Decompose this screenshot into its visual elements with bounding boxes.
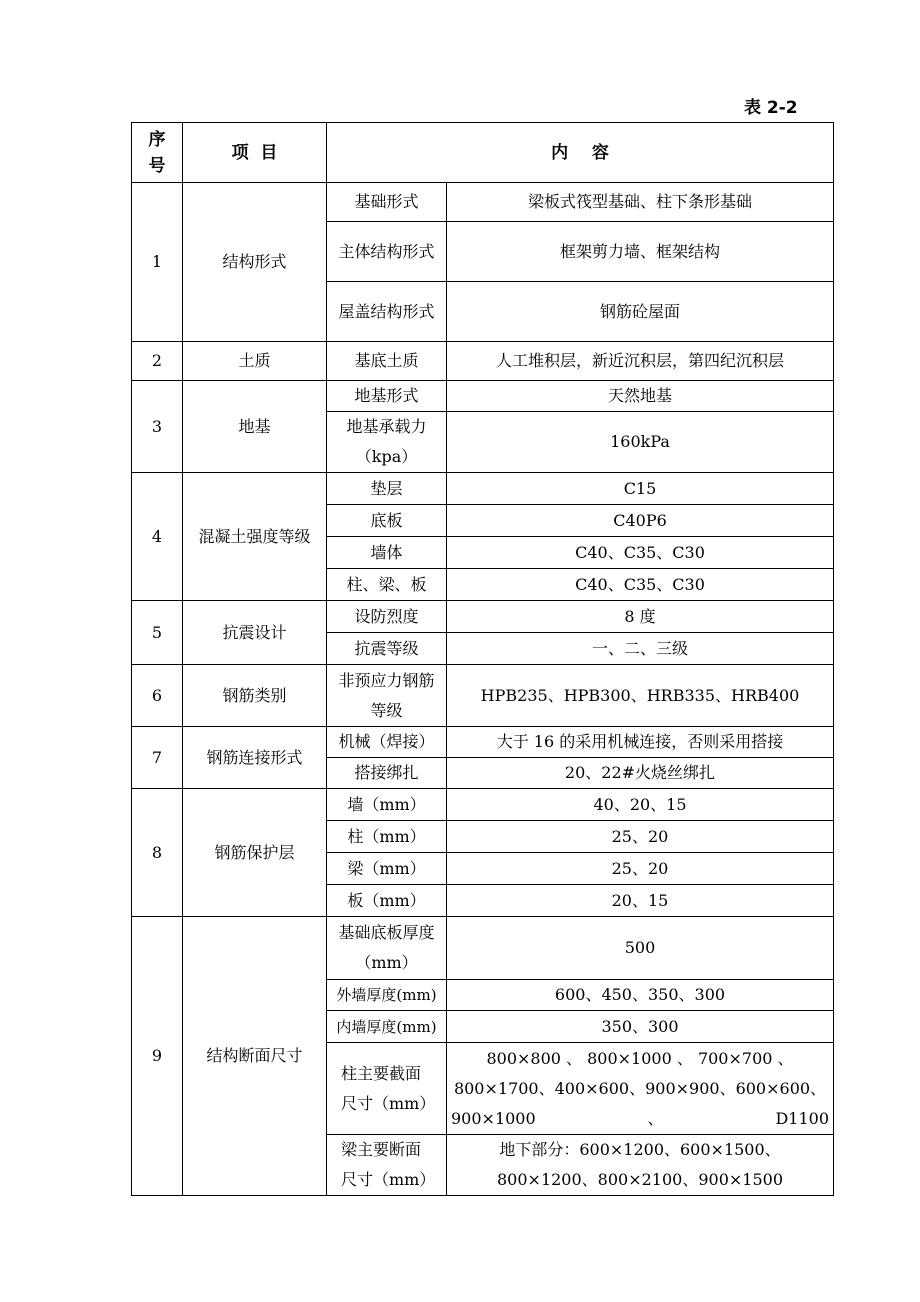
- row-seq: 2: [132, 342, 183, 381]
- table-row: [132, 665, 834, 727]
- sub-item-value: C40P6: [447, 505, 834, 537]
- sub-item-value: 600、450、350、300: [447, 980, 834, 1011]
- sub-item-value: 160kPa: [447, 412, 834, 473]
- sub-item-name: 地基承载力（kpa）: [327, 412, 447, 473]
- sub-item-name: 机械（焊接）: [327, 727, 447, 758]
- row-item: 地基: [183, 381, 327, 473]
- sub-item-value: 大于 16 的采用机械连接，否则采用搭接: [447, 727, 834, 758]
- header-content: 内 容: [327, 123, 834, 183]
- table-row: [132, 342, 834, 381]
- table-row: [132, 381, 834, 412]
- row-item: 钢筋类别: [183, 665, 327, 727]
- sub-item-name: 搭接绑扎: [327, 758, 447, 789]
- sub-item-name: 外墙厚度(mm): [327, 980, 447, 1011]
- table-label: 表 2-2: [744, 98, 798, 118]
- table-row: [132, 601, 834, 633]
- row-seq: 5: [132, 601, 183, 665]
- sub-item-name: 垫层: [327, 473, 447, 505]
- header-item: 项 目: [183, 123, 327, 183]
- table-row: [132, 183, 834, 222]
- row-seq: 8: [132, 789, 183, 917]
- sub-item-name: 墙体: [327, 537, 447, 569]
- sub-item-name: 柱、梁、板: [327, 569, 447, 601]
- spec-table: [131, 122, 834, 1196]
- sub-item-name: 抗震等级: [327, 633, 447, 665]
- table-row: [132, 789, 834, 821]
- sub-item-value: 25、20: [447, 821, 834, 853]
- sub-item-name: 设防烈度: [327, 601, 447, 633]
- sub-item-name: 柱主要截面尺寸（mm）: [327, 1043, 447, 1135]
- sub-item-value: 一、二、三级: [447, 633, 834, 665]
- sub-item-name: 梁主要断面尺寸（mm）: [327, 1135, 447, 1196]
- sub-item-name: 地基形式: [327, 381, 447, 412]
- sub-item-value: 梁板式筏型基础、柱下条形基础: [447, 183, 834, 222]
- sub-item-name: 板（mm）: [327, 885, 447, 917]
- row-seq: 3: [132, 381, 183, 473]
- sub-item-value: 800×800 、 800×1000 、 700×700 、800×1700、400×600、900×900、600×600、900×1000、D1100: [447, 1043, 834, 1135]
- sub-item-name: 柱（mm）: [327, 821, 447, 853]
- header-seq: 序 号: [132, 123, 183, 183]
- sub-item-value: 20、22#火烧丝绑扎: [447, 758, 834, 789]
- row-item: 结构断面尺寸: [183, 917, 327, 1196]
- sub-item-value: HPB235、HPB300、HRB335、HRB400: [447, 665, 834, 727]
- sub-item-name: 内墙厚度(mm): [327, 1011, 447, 1043]
- sub-item-name: 主体结构形式: [327, 222, 447, 282]
- header-row: [132, 123, 834, 183]
- table-row: [132, 473, 834, 505]
- row-seq: 7: [132, 727, 183, 789]
- row-item: 抗震设计: [183, 601, 327, 665]
- row-seq: 4: [132, 473, 183, 601]
- sub-item-value: C40、C35、C30: [447, 569, 834, 601]
- row-item: 钢筋保护层: [183, 789, 327, 917]
- sub-item-name: 底板: [327, 505, 447, 537]
- sub-item-name: 梁（mm）: [327, 853, 447, 885]
- table-row: [132, 727, 834, 758]
- sub-item-value: 350、300: [447, 1011, 834, 1043]
- row-item: 钢筋连接形式: [183, 727, 327, 789]
- sub-item-name: 屋盖结构形式: [327, 282, 447, 342]
- sub-item-value: 20、15: [447, 885, 834, 917]
- row-seq: 6: [132, 665, 183, 727]
- sub-item-value: 40、20、15: [447, 789, 834, 821]
- sub-item-value: 钢筋砼屋面: [447, 282, 834, 342]
- sub-item-value: 500: [447, 917, 834, 980]
- sub-item-value: 8 度: [447, 601, 834, 633]
- sub-item-value: 地下部分：600×1200、600×1500、800×1200、800×2100、900×1500: [447, 1135, 834, 1196]
- sub-item-value: 人工堆积层，新近沉积层，第四纪沉积层: [447, 342, 834, 381]
- row-item: 混凝土强度等级: [183, 473, 327, 601]
- sub-item-name: 非预应力钢筋等级: [327, 665, 447, 727]
- sub-item-value: C15: [447, 473, 834, 505]
- row-item: 土质: [183, 342, 327, 381]
- sub-item-name: 基底土质: [327, 342, 447, 381]
- sub-item-value: 天然地基: [447, 381, 834, 412]
- sub-item-name: 基础形式: [327, 183, 447, 222]
- row-item: 结构形式: [183, 183, 327, 342]
- sub-item-value: 框架剪力墙、框架结构: [447, 222, 834, 282]
- sub-item-value: C40、C35、C30: [447, 537, 834, 569]
- row-seq: 9: [132, 917, 183, 1196]
- sub-item-name: 基础底板厚度（mm）: [327, 917, 447, 980]
- row-seq: 1: [132, 183, 183, 342]
- sub-item-value: 25、20: [447, 853, 834, 885]
- sub-item-name: 墙（mm）: [327, 789, 447, 821]
- table-row: [132, 917, 834, 980]
